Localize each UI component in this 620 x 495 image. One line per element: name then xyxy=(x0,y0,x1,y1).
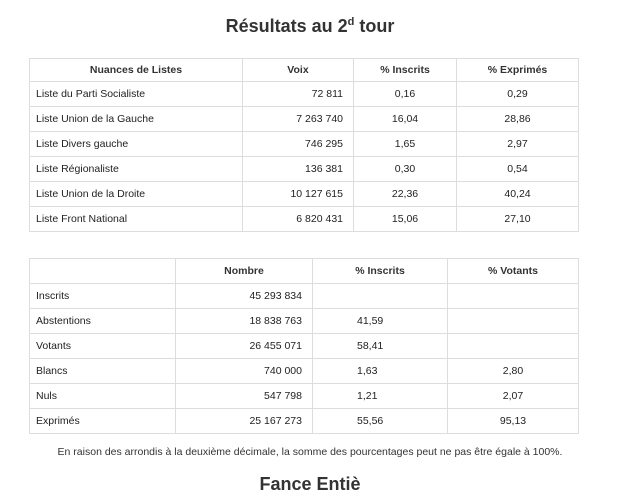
table-row: Liste Union de la Droite 10 127 615 22,36 40,24 xyxy=(30,182,579,207)
table-row: Liste Union de la Gauche 7 263 740 16,04 28,86 xyxy=(30,107,579,132)
column-header-inscrits: % Inscrits xyxy=(313,259,448,284)
table-header-row xyxy=(30,59,579,82)
page-title: Résultats au 2$^d$ tour xyxy=(225,16,395,36)
table-row: Liste du Parti Socialiste 72 811 0,16 0,29 xyxy=(30,82,579,107)
table-row: Nuls 547 798 1,21 2,07 xyxy=(30,384,579,409)
column-header-nombre: Nombre xyxy=(176,259,313,284)
column-header-nuances: Nuances de Listes xyxy=(30,59,243,82)
results-table xyxy=(29,58,579,232)
table-row: Abstentions 18 838 763 41,59 xyxy=(30,309,579,334)
column-header-votants: % Votants xyxy=(448,259,579,284)
column-header-exprimes: % Exprimés xyxy=(457,59,579,82)
next-section-title: Fance Entiè xyxy=(259,474,361,494)
table-header-row xyxy=(30,259,579,284)
participation-table xyxy=(29,258,579,434)
rounding-note: En raison des arrondis à la deuxième décimale, la somme des pourcentages peut ne pas être égale à 100%. xyxy=(57,446,563,458)
column-header-voix: Voix xyxy=(243,59,354,82)
table-row: Liste Régionaliste 136 381 0,30 0,54 xyxy=(30,157,579,182)
table-row: Blancs 740 000 1,63 2,80 xyxy=(30,359,579,384)
table-row: Votants 26 455 071 58,41 xyxy=(30,334,579,359)
table-row: Inscrits 45 293 834 xyxy=(30,284,579,309)
column-header-inscrits: % Inscrits xyxy=(354,59,457,82)
table-row: Liste Front National 6 820 431 15,06 27,10 xyxy=(30,207,579,232)
title-superscript: d xyxy=(347,16,355,28)
table-row: Liste Divers gauche 746 295 1,65 2,97 xyxy=(30,132,579,157)
table-row: Exprimés 25 167 273 55,56 95,13 xyxy=(30,409,579,434)
column-header-empty xyxy=(30,259,176,284)
